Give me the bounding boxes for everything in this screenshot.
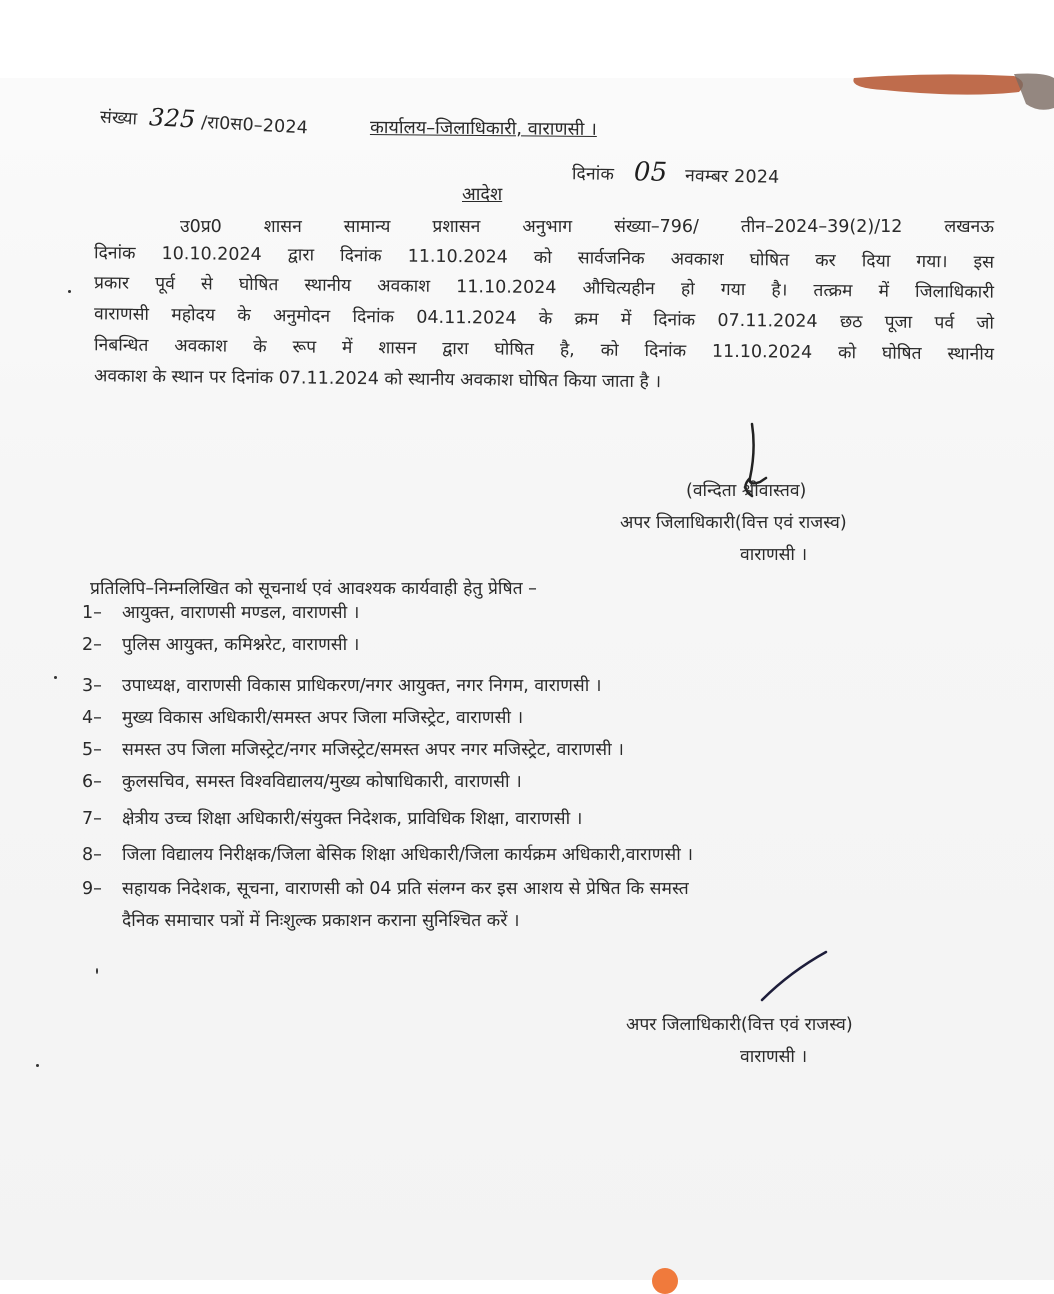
speck bbox=[68, 290, 71, 293]
copy-item-number: 1– bbox=[82, 603, 102, 623]
orange-dot bbox=[652, 1268, 678, 1294]
copy-item-7 bbox=[82, 806, 582, 830]
copy-item-4 bbox=[82, 705, 523, 729]
signatory-place-1: वाराणसी । bbox=[740, 545, 808, 565]
order-line-4: वाराणसी महोदय के अनुमोदन दिनांक 04.11.2024 के क्रम में दिनांक 07.11.2024 छठ पूजा पर्व जो bbox=[93, 304, 995, 334]
copy-item-number: 5– bbox=[82, 740, 102, 760]
copy-item-text: उपाध्यक्ष, वाराणसी विकास प्राधिकरण/नगर आयुक्त, नगर निगम, वाराणसी । bbox=[122, 676, 602, 696]
order-line-5: निबन्धित अवकाश के रूप में शासन द्वारा घोषित है, को दिनांक 11.10.2024 को घोषित स्थानीय bbox=[93, 335, 995, 365]
copy-item-5 bbox=[82, 737, 624, 761]
copy-item-number: 9– bbox=[82, 879, 102, 899]
handwritten-date: 05 bbox=[633, 157, 668, 188]
order-title: आदेश bbox=[462, 184, 503, 205]
copy-item-9-continuation: दैनिक समाचार पत्रों में निःशुल्क प्रकाशन कराना सुनिश्चित करें । bbox=[122, 911, 520, 931]
copy-item-number: 3– bbox=[82, 676, 102, 696]
copy-intro: प्रतिलिपि–निम्नलिखित को सूचनार्थ एवं आवश्यक कार्यवाही हेतु प्रेषित – bbox=[90, 579, 537, 599]
signatory-designation-2: अपर जिलाधिकारी(वित्त एवं राजस्व) bbox=[626, 1015, 853, 1035]
copy-item-number: 4– bbox=[82, 708, 102, 728]
speck bbox=[54, 676, 57, 679]
office-title: कार्यालय–जिलाधिकारी, वाराणसी । bbox=[369, 117, 597, 140]
number-suffix: /रा0स0–2024 bbox=[200, 112, 309, 139]
copy-item-text: कुलसचिव, समस्त विश्वविद्यालय/मुख्य कोषाधिकारी, वाराणसी । bbox=[122, 772, 522, 792]
signatory-name: (वन्दिता श्रीवास्तव) bbox=[686, 481, 807, 501]
copy-item-number: 7– bbox=[82, 809, 102, 829]
copy-item-3 bbox=[82, 673, 602, 697]
copy-item-9 bbox=[82, 876, 689, 900]
copy-item-6 bbox=[82, 769, 522, 793]
copy-item-number: 2– bbox=[82, 635, 102, 655]
copy-item-1 bbox=[82, 600, 359, 624]
copy-item-text: समस्त उप जिला मजिस्ट्रेट/नगर मजिस्ट्रेट/समस्त अपर नगर मजिस्ट्रेट, वाराणसी । bbox=[122, 740, 624, 760]
date-month-year: नवम्बर 2024 bbox=[684, 166, 780, 188]
copy-item-8 bbox=[82, 842, 693, 866]
signatory-place-2: वाराणसी । bbox=[740, 1047, 808, 1067]
order-line-6: अवकाश के स्थान पर दिनांक 07.11.2024 को स्थानीय अवकाश घोषित किया जाता है । bbox=[93, 366, 662, 393]
copy-item-text: क्षेत्रीय उच्च शिक्षा अधिकारी/संयुक्त निदेशक, प्राविधिक शिक्षा, वाराणसी । bbox=[122, 809, 583, 829]
copy-item-text: मुख्य विकास अधिकारी/समस्त अपर जिला मजिस्ट्रेट, वाराणसी । bbox=[122, 708, 524, 728]
copy-item-2 bbox=[82, 632, 359, 656]
copy-item-text: सहायक निदेशक, सूचना, वाराणसी को 04 प्रति संलग्न कर इस आशय से प्रेषित कि समस्त bbox=[122, 879, 689, 899]
number-line bbox=[99, 101, 308, 140]
corner-object bbox=[814, 68, 1054, 128]
number-label: संख्या bbox=[99, 107, 138, 130]
speck bbox=[36, 1064, 39, 1067]
copy-item-text: जिला विद्यालय निरीक्षक/जिला बेसिक शिक्षा अधिकारी/जिला कार्यक्रम अधिकारी,वाराणसी । bbox=[122, 845, 693, 865]
date-line bbox=[572, 156, 780, 190]
order-line-3: प्रकार पूर्व से घोषित स्थानीय अवकाश 11.10.2024 औचित्यहीन हो गया है। तत्क्रम में जिलाधिकारी bbox=[93, 273, 995, 303]
copy-item-number: 6– bbox=[82, 772, 102, 792]
signatory-designation-1: अपर जिलाधिकारी(वित्त एवं राजस्व) bbox=[620, 513, 847, 533]
handwritten-number: 325 bbox=[148, 103, 197, 134]
copy-item-text: आयुक्त, वाराणसी मण्डल, वाराणसी । bbox=[122, 603, 360, 623]
copy-item-text: पुलिस आयुक्त, कमिश्नरेट, वाराणसी । bbox=[122, 635, 360, 655]
order-line-2: दिनांक 10.10.2024 द्वारा दिनांक 11.10.2024 को सार्वजनिक अवकाश घोषित कर दिया गया। इस bbox=[93, 243, 995, 273]
speck bbox=[96, 968, 98, 974]
order-line-1: उ0प्र0 शासन सामान्य प्रशासन अनुभाग संख्या–796/ तीन–2024–39(2)/12 लखनऊ bbox=[180, 217, 994, 237]
date-label: दिनांक bbox=[571, 164, 615, 185]
top-margin bbox=[0, 0, 1054, 78]
signature-mark-2 bbox=[750, 944, 840, 1008]
copy-item-number: 8– bbox=[82, 845, 102, 865]
